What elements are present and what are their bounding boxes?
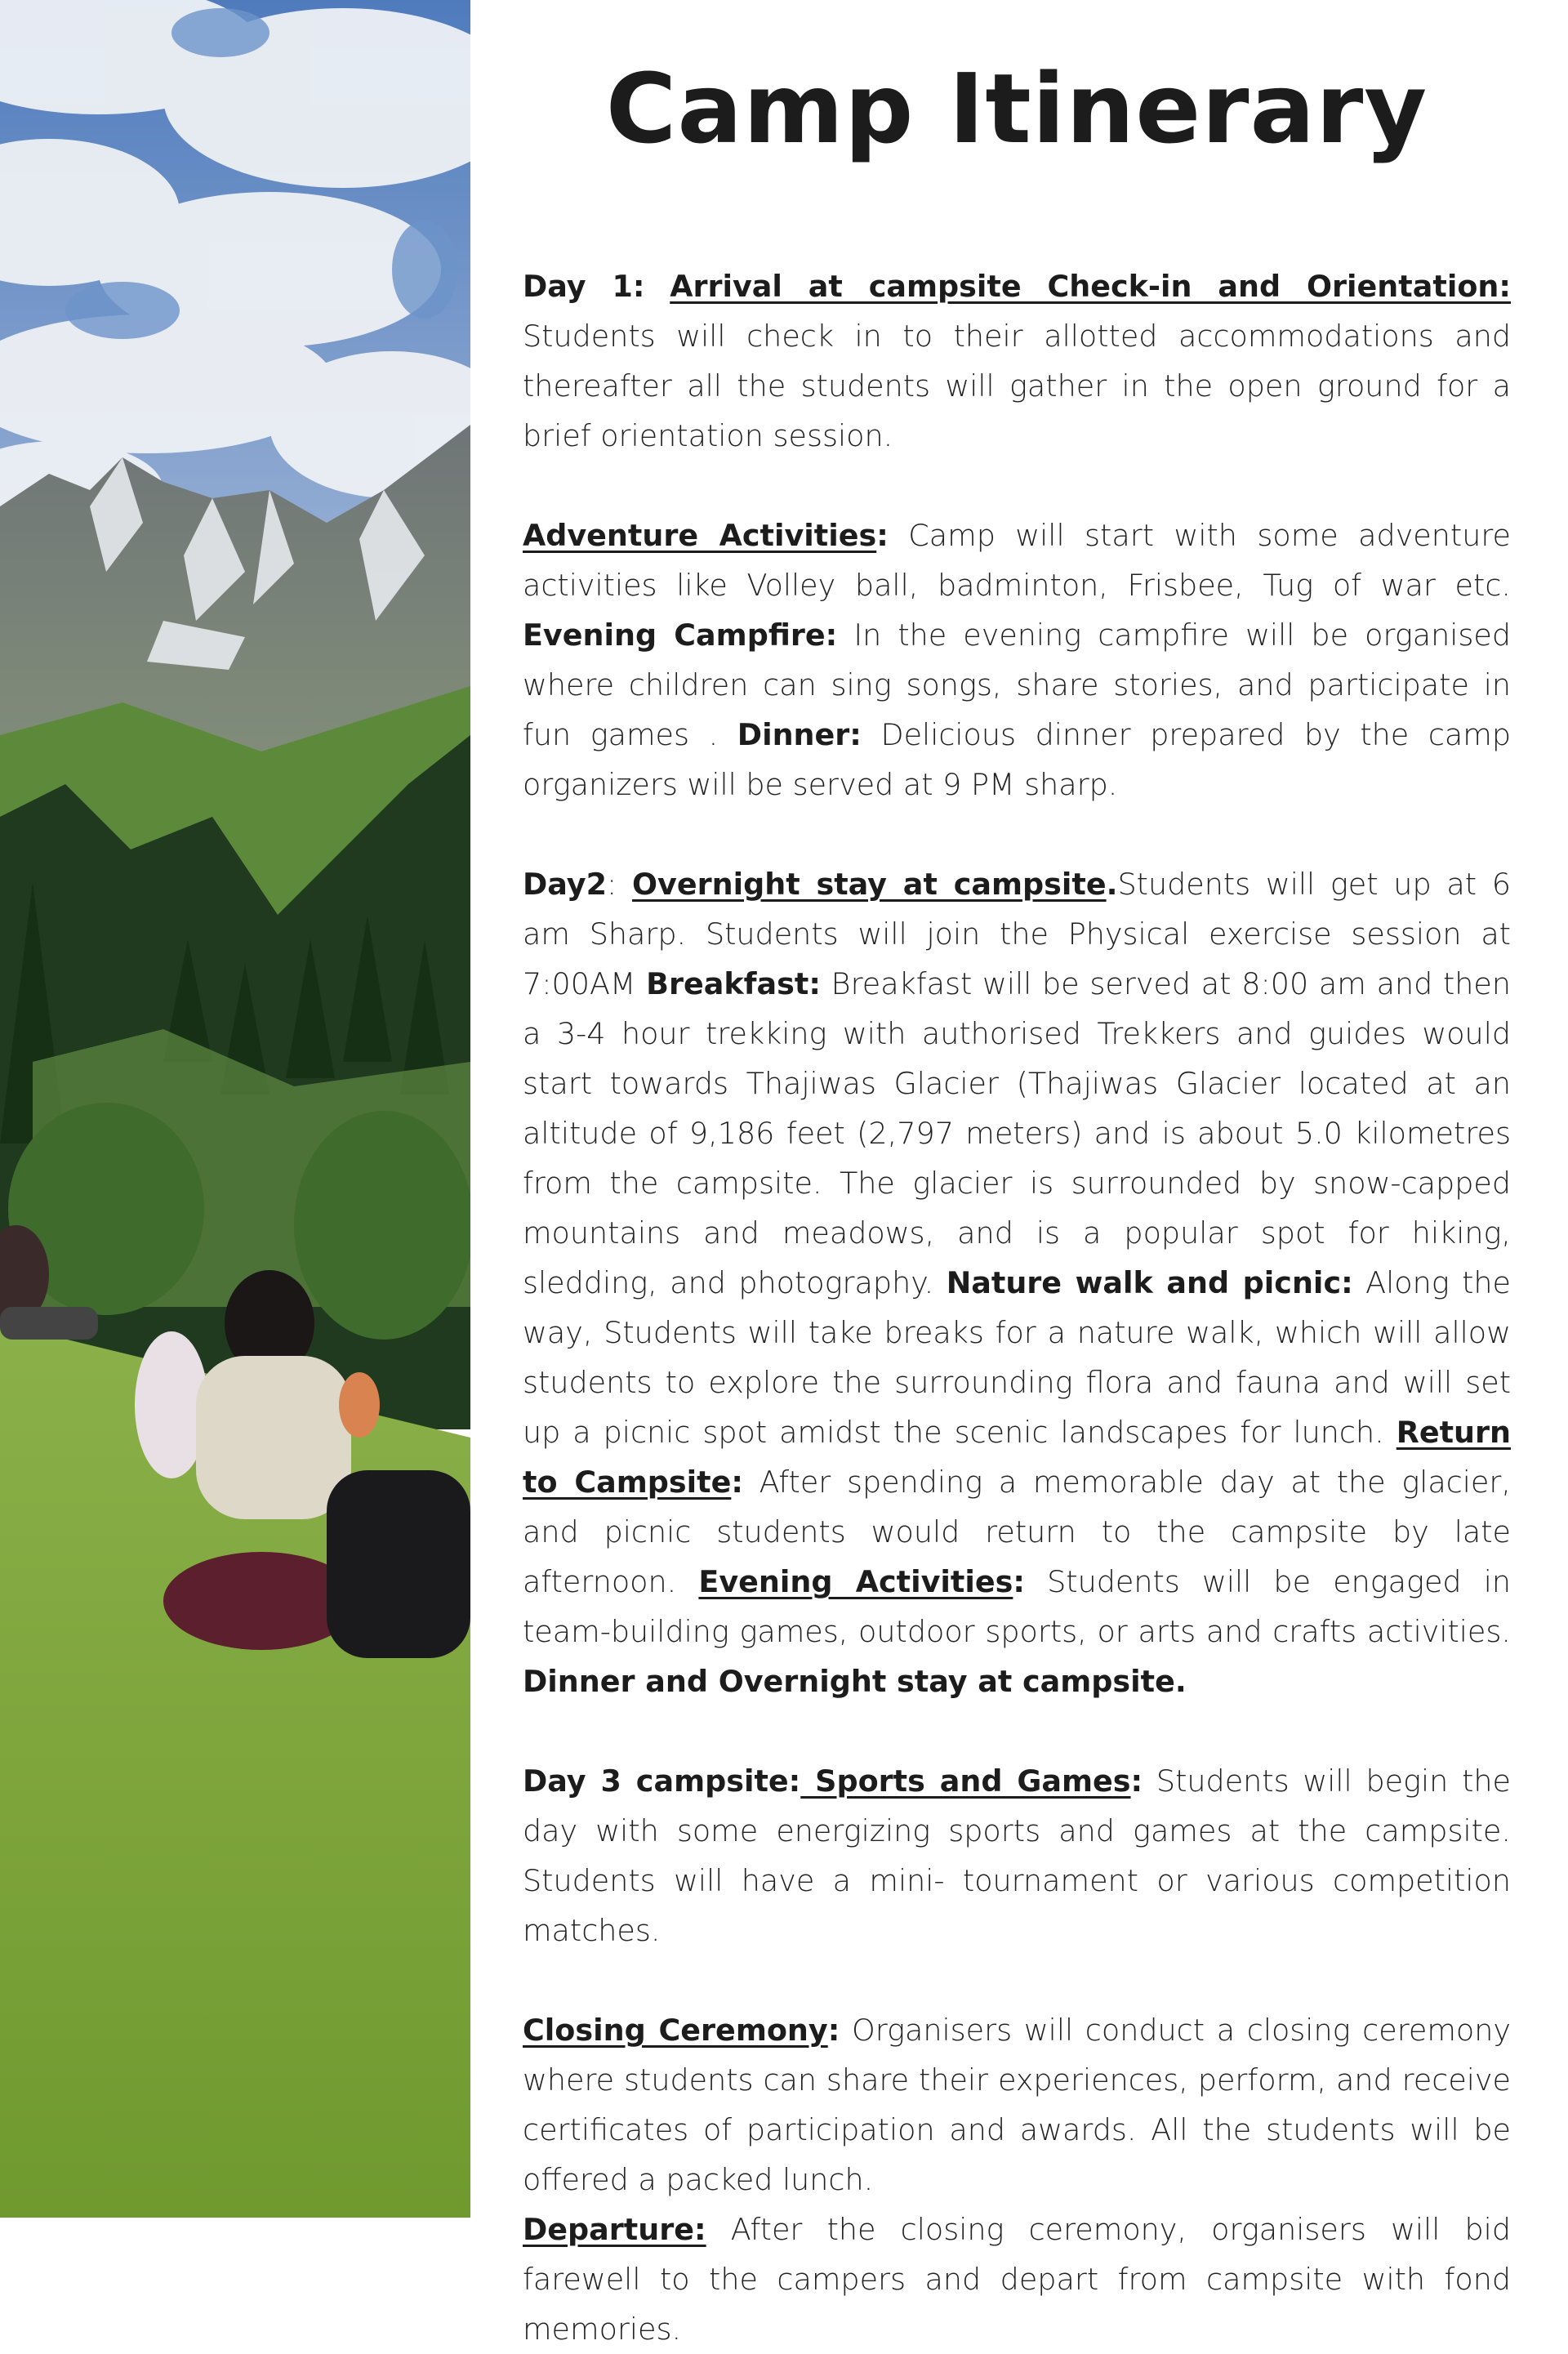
day1-paragraph	[523, 261, 1511, 461]
day1-label: Day 1:	[523, 269, 645, 304]
itinerary-content	[523, 0, 1512, 2347]
day3-label: Day 3 campsite:	[523, 1763, 801, 1799]
adventure-heading: Adventure Activities	[523, 518, 877, 553]
evening-activities-text: Students will be engaged in team-building games, outdoor sports, or arts and crafts activities.	[523, 1564, 1512, 1649]
breakfast-label: Breakfast:	[646, 966, 821, 1001]
page-title: Camp Itinerary	[605, 52, 1428, 165]
return-text: After spending a memorable day at the glacier, and picnic students would return to the campsite by late afternoon.	[523, 1465, 1511, 1599]
adventure-text: Camp will start with some adventure activities like Volley ball, badminton, Frisbee, Tug of war etc.	[523, 518, 1511, 603]
landscape-illustration	[0, 0, 470, 2218]
adventure-colon: :	[876, 518, 889, 553]
day1-heading: Arrival at campsite Check-in and Orientation:	[670, 269, 1511, 304]
day1-text: Students will check in to their allotted accommodations and thereafter all the students will gather in the open ground for a brief orientation session.	[523, 319, 1511, 453]
day3-paragraph	[523, 1756, 1511, 1955]
day2-text: Students will get up at 6 am Sharp. Students will join the Physical exercise session at 7:00AM	[523, 867, 1511, 1001]
day2-colon: :	[607, 867, 633, 902]
day3-text: Students will begin the day with some energizing sports and games at the campsite. Students will have a mini- tournament or various competition matches.	[523, 1763, 1512, 1948]
campfire-label: Evening Campfire:	[523, 617, 838, 653]
day3-colon: :	[1130, 1763, 1143, 1799]
dinner-overnight-label: Dinner and Overnight stay at campsite.	[523, 1664, 1187, 1699]
closing-text: Organisers will conduct a closing ceremony where students can share their experiences, perform, and receive certificates of participation and awards. All the students will be offered a packed lunch.	[523, 2013, 1511, 2197]
adventure-paragraph	[523, 510, 1511, 809]
return-label: Return to Campsite	[523, 1415, 1511, 1500]
mountain-valley-photo	[0, 0, 470, 2218]
departure-paragraph	[523, 2205, 1511, 2354]
departure-label: Departure:	[523, 2212, 706, 2247]
day2-heading: Overnight stay at campsite	[632, 867, 1107, 902]
nature-walk-text: Along the way, Students will take breaks for a nature walk, which will allow students to explore the surrounding flora and fauna and will set up a picnic spot amidst the scenic landscapes for lunch.	[523, 1265, 1511, 1450]
nature-walk-label: Nature walk and picnic:	[946, 1265, 1353, 1300]
closing-colon: :	[827, 2013, 840, 2048]
dinner-label: Dinner:	[737, 717, 862, 752]
departure-text: After the closing ceremony, organisers will bid farewell to the campers and depart from campsite with fond memories.	[523, 2212, 1511, 2347]
closing-heading: Closing Ceremony	[523, 2013, 828, 2048]
day2-paragraph	[523, 859, 1511, 1706]
evening-activities-colon: :	[1013, 1564, 1025, 1599]
dinner-text: Delicious dinner prepared by the camp organizers will be served at 9 PM sharp.	[523, 717, 1511, 802]
day2-label: Day2	[523, 867, 607, 902]
day2-dot: .	[1106, 867, 1118, 902]
campfire-text: In the evening campfire will be organised where children can sing songs, share stories, and participate in fun games .	[523, 617, 1512, 752]
day3-heading: Sports and Games	[800, 1763, 1131, 1799]
closing-paragraph	[523, 2005, 1511, 2205]
return-colon: :	[731, 1465, 743, 1500]
breakfast-text: Breakfast will be served at 8:00 am and then a 3-4 hour trekking with authorised Trekkers and guides would start towards Thajiwas Glacier (Thajiwas Glacier located at an altitude of 9,186 feet (2,797 meters) and is about 5.0 kilometres from the campsite. The glacier is surrounded by snow-capped mountains and meadows, and is a popular spot for hiking, sledding, and photography.	[523, 966, 1512, 1300]
evening-activities-label: Evening Activities	[698, 1564, 1013, 1599]
